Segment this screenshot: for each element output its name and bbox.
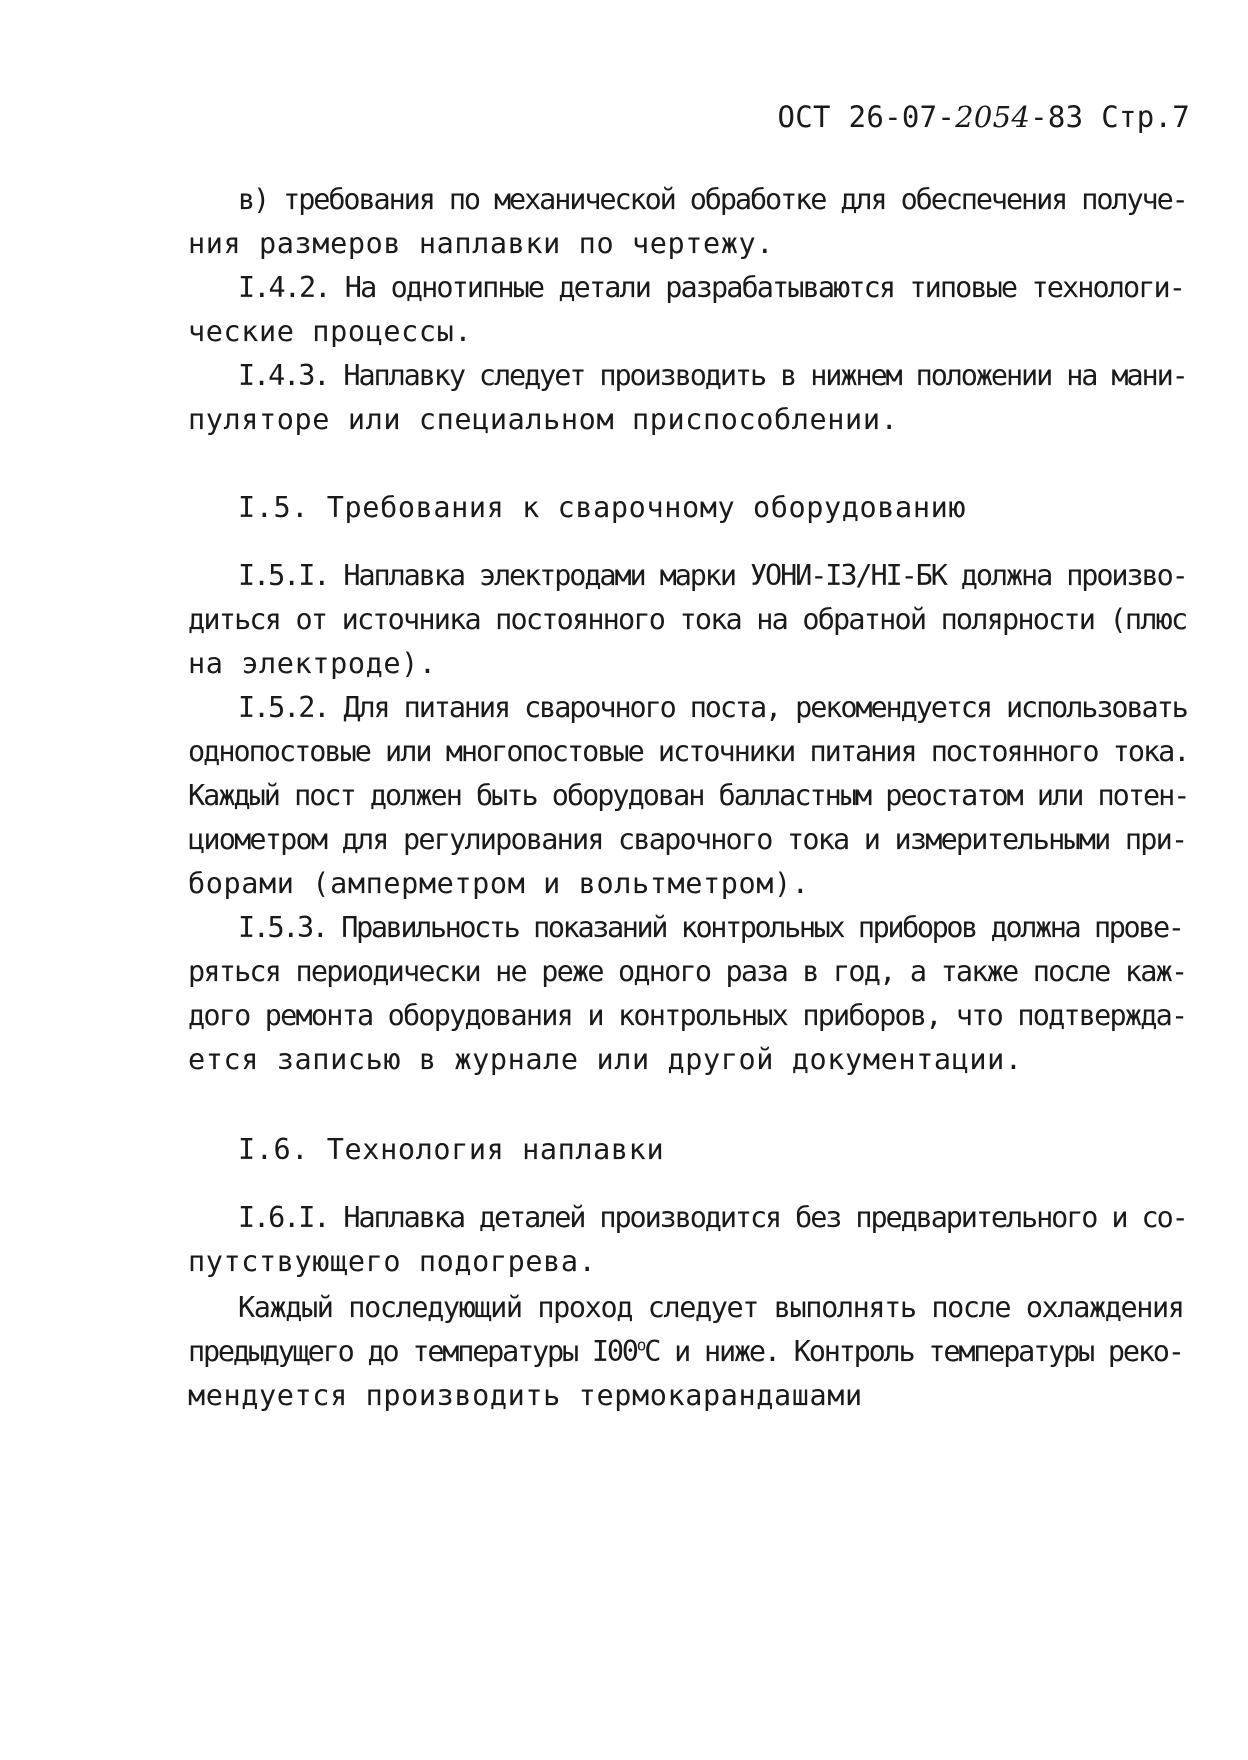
paragraph-line: I.4.2. На однотипные детали разрабатываются типовые технологи- xyxy=(238,271,1185,304)
temperature-text-end: С и ниже. Контроль температуры реко- xyxy=(644,1335,1183,1368)
paragraph-line: I.5.I. Наплавка электродами марки УОНИ-I3/HI-БК должна произво- xyxy=(238,559,1187,592)
paragraph-line: мендуется производить термокарандашами xyxy=(188,1379,863,1412)
paragraph-line: циометром для регулирования сварочного тока и измерительными при- xyxy=(188,823,1187,856)
paragraph-line: дого ремонта оборудования и контрольных приборов, что подтвержда- xyxy=(188,999,1187,1032)
paragraph-line: I.4.3. Наплавку следует производить в нижнем положении на мани- xyxy=(238,359,1187,392)
paragraph-line: пуляторе или специальном приспособлении. xyxy=(188,403,899,436)
standard-suffix-page: -83 Стр.7 xyxy=(1030,100,1190,134)
paragraph-line: I.5.3. Правильность показаний контрольных приборов должна прове- xyxy=(238,911,1183,944)
section-heading-1-5: I.5. Требования к сварочному оборудованию xyxy=(238,491,967,524)
handwritten-standard-number: 2054 xyxy=(955,100,1031,134)
paragraph-line: ния размеров наплавки по чертежу. xyxy=(188,227,775,260)
paragraph-line: борами (амперметром и вольтметром). xyxy=(188,867,810,900)
paragraph-line: I.6.I. Наплавка деталей производится без предварительного и со- xyxy=(238,1201,1187,1234)
paragraph-line: в) требования по механической обработке для обеспечения получе- xyxy=(238,183,1187,216)
paragraph-line xyxy=(188,1335,1183,1368)
standard-prefix: ОСТ 26-07- xyxy=(777,100,956,134)
paragraph-line: диться от источника постоянного тока на обратной полярности (плюс xyxy=(188,603,1187,636)
degree-superscript: о xyxy=(636,1335,645,1355)
paragraph-line: путствующего подогрева. xyxy=(188,1245,597,1278)
paragraph-line: ческие процессы. xyxy=(188,315,473,348)
paragraph-line: Каждый пост должен быть оборудован балластным реостатом или потен- xyxy=(188,779,1189,812)
paragraph-line: на электроде). xyxy=(188,647,437,680)
section-heading-1-6: I.6. Технология наплавки xyxy=(238,1133,665,1166)
temperature-text-start: предыдущего до температуры I00 xyxy=(188,1335,637,1368)
paragraph-line: ется записью в журнале или другой документации. xyxy=(188,1043,1023,1076)
document-header xyxy=(778,100,1190,134)
paragraph-line: Каждый последующий проход следует выполнять после охлаждения xyxy=(238,1291,1184,1324)
paragraph-line: однопостовые или многопостовые источники питания постоянного тока. xyxy=(188,735,1189,768)
paragraph-line: ряться периодически не реже одного раза в год, а также после каж- xyxy=(188,955,1187,988)
paragraph-line: I.5.2. Для питания сварочного поста, рекомендуется использовать xyxy=(238,691,1187,724)
